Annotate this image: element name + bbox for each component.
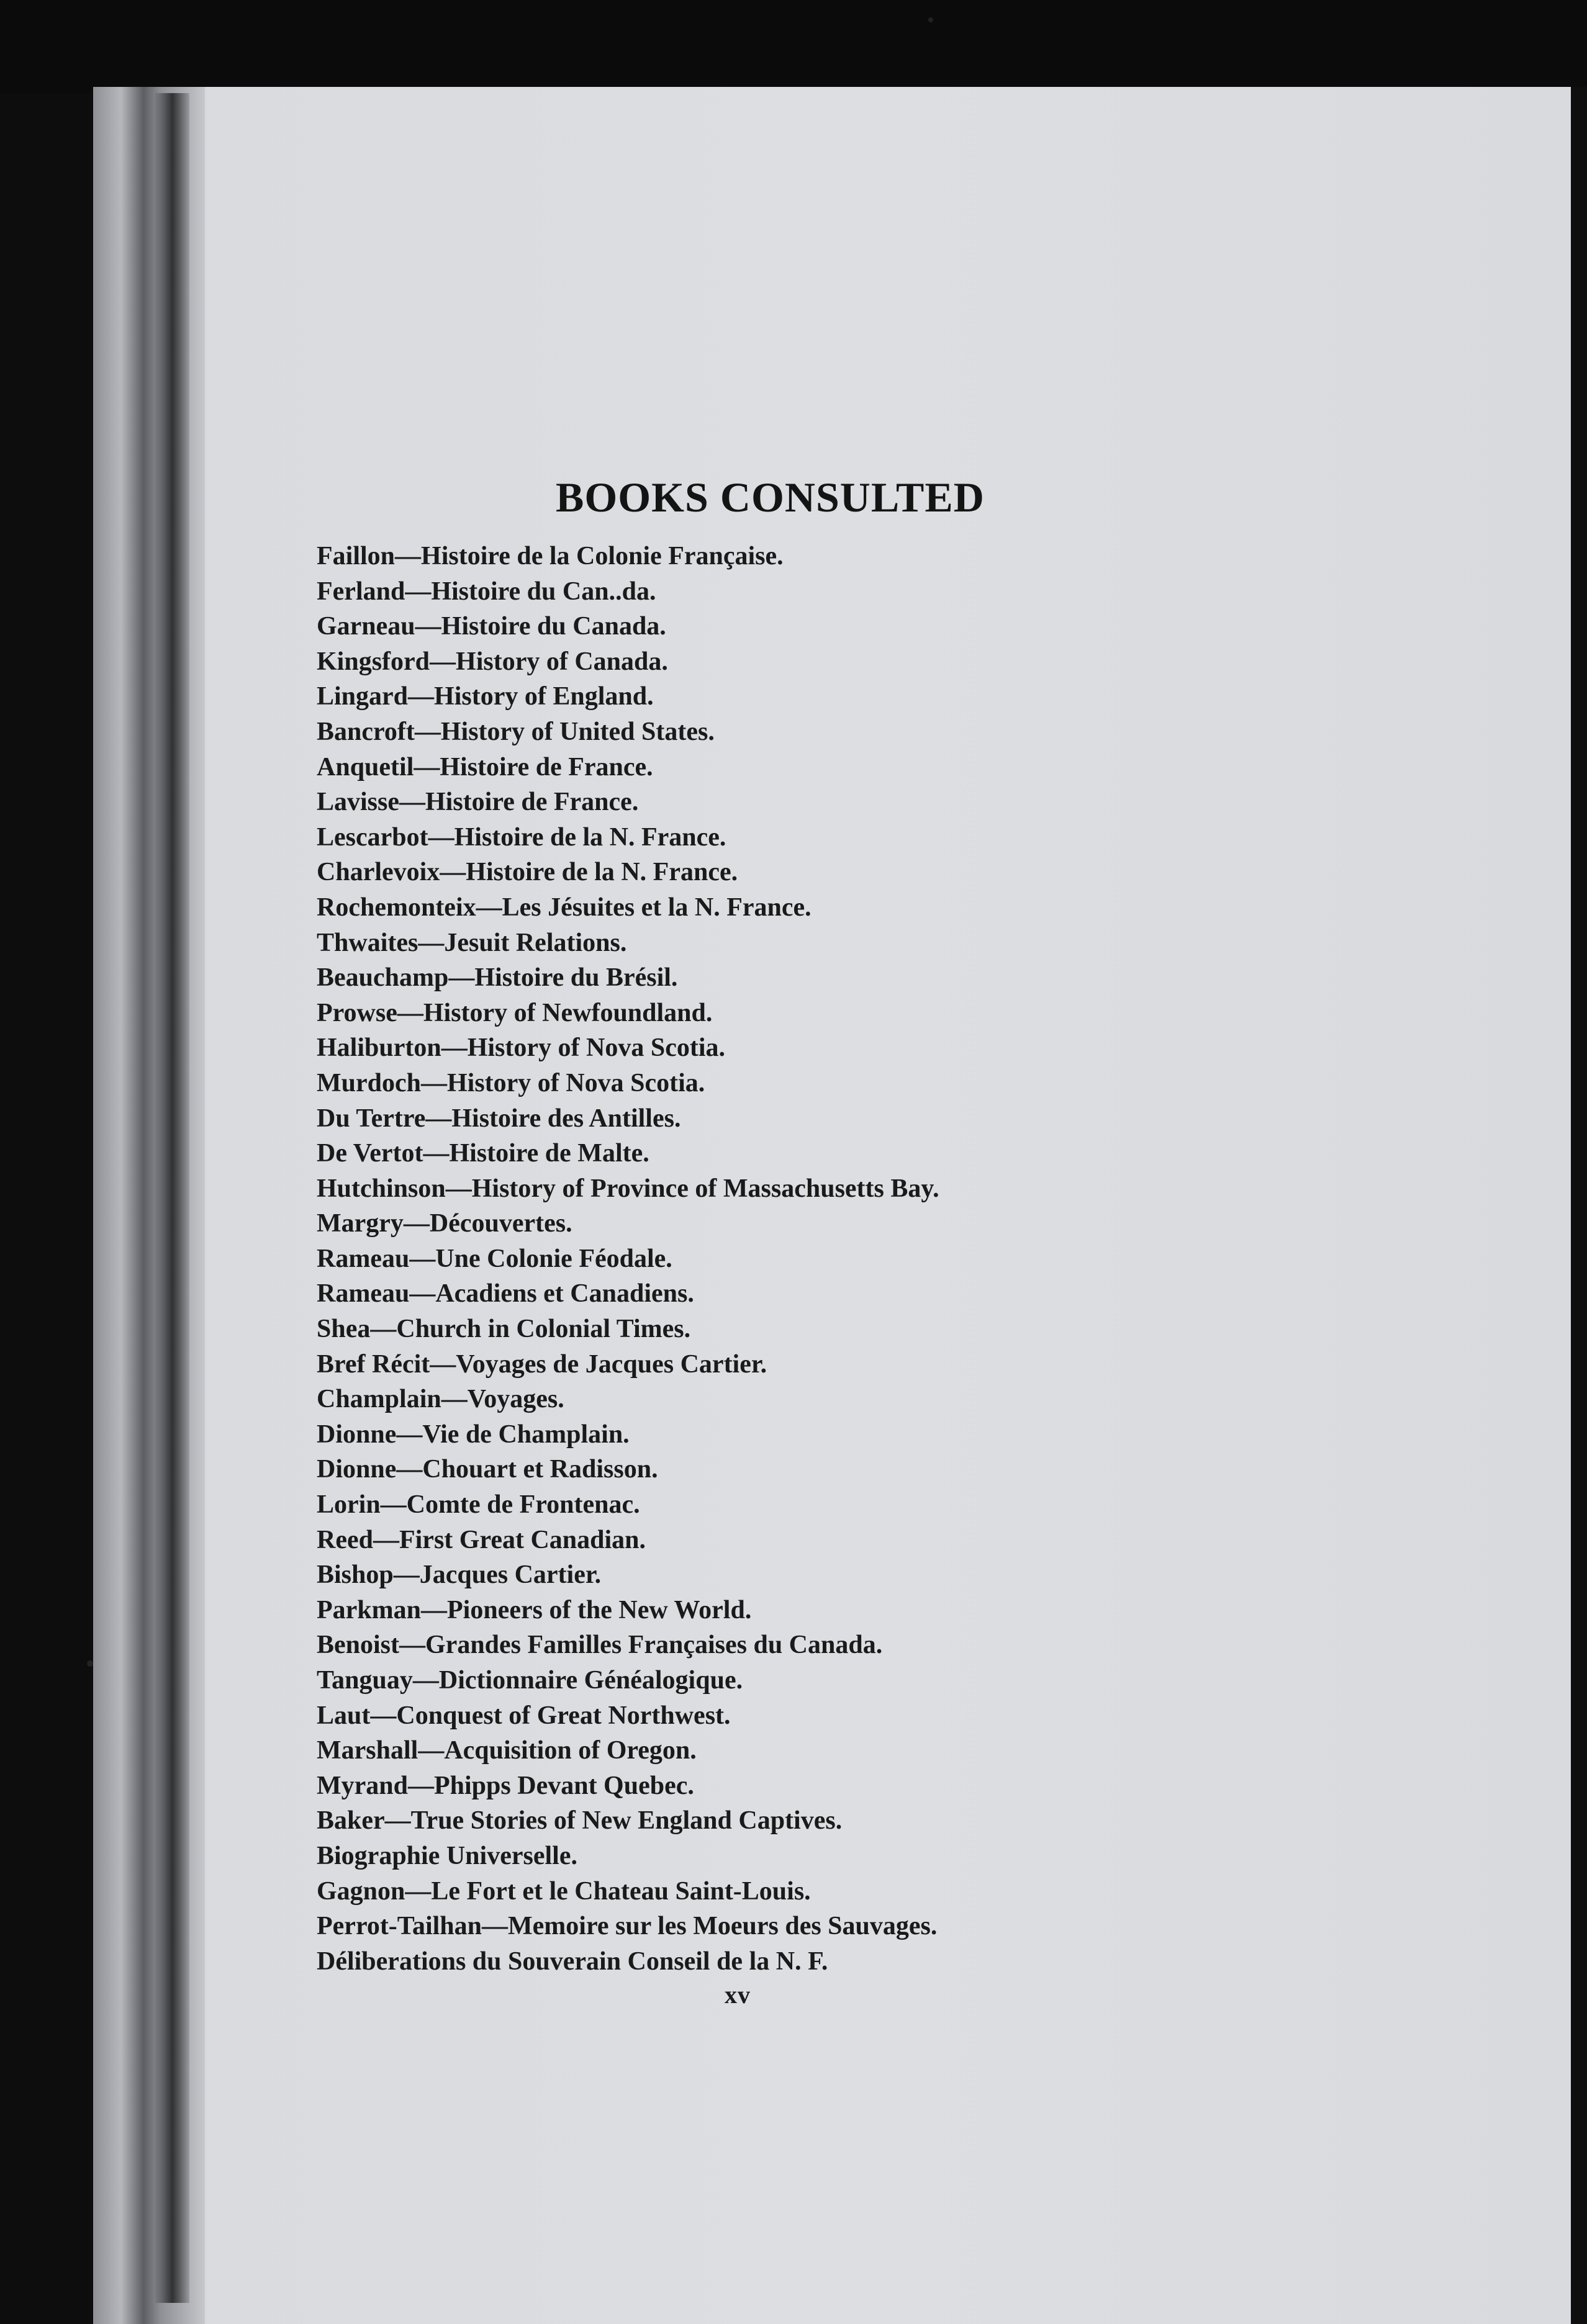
bibliography-entry: Anquetil—Histoire de France. bbox=[317, 752, 653, 781]
bibliography-entry: Lingard—History of England. bbox=[317, 682, 654, 711]
bibliography-entry: Baker—True Stories of New England Captives. bbox=[317, 1806, 843, 1835]
bibliography-entry: Biographie Universelle. bbox=[317, 1841, 577, 1870]
bibliography-entry: Myrand—Phipps Devant Quebec. bbox=[317, 1771, 694, 1800]
bibliography-entry: Charlevoix—Histoire de la N. France. bbox=[317, 858, 738, 887]
bibliography-entry: Rochemonteix—Les Jésuites et la N. France. bbox=[317, 893, 812, 922]
page-number: xv bbox=[725, 1981, 751, 2009]
bibliography-entry: Dionne—Chouart et Radisson. bbox=[317, 1455, 658, 1484]
bibliography-entry: Bishop—Jacques Cartier. bbox=[317, 1561, 602, 1590]
scan-border-top bbox=[0, 0, 1587, 93]
bibliography-entry: Parkman—Pioneers of the New World. bbox=[317, 1595, 752, 1624]
bibliography-entry: Rameau—Acadiens et Canadiens. bbox=[317, 1279, 694, 1308]
bibliography-entry: Hutchinson—History of Province of Massachusetts Bay. bbox=[317, 1174, 939, 1203]
bibliography-entry: Champlain—Voyages. bbox=[317, 1385, 564, 1414]
bibliography-entry: Benoist—Grandes Familles Françaises du Canada. bbox=[317, 1631, 883, 1660]
bibliography-entry: Déliberations du Souverain Conseil de la N. F. bbox=[317, 1947, 828, 1976]
bibliography-entry: Laut—Conquest of Great Northwest. bbox=[317, 1701, 731, 1730]
binding-spine bbox=[155, 93, 189, 2303]
bibliography-entry: Prowse—History of Newfoundland. bbox=[317, 998, 713, 1027]
bibliography-list bbox=[317, 539, 939, 1979]
bibliography-entry: De Vertot—Histoire de Malte. bbox=[317, 1139, 649, 1168]
page-title: BOOKS CONSULTED bbox=[556, 474, 985, 521]
bibliography-entry: Beauchamp—Histoire du Brésil. bbox=[317, 963, 678, 993]
bibliography-entry: Faillon—Histoire de la Colonie Française. bbox=[317, 542, 784, 570]
bibliography-entry: Bancroft—History of United States. bbox=[317, 717, 715, 746]
bibliography-entry: Margry—Découvertes. bbox=[317, 1209, 572, 1238]
bibliography-entry: Lescarbot—Histoire de la N. France. bbox=[317, 822, 726, 852]
bibliography-entry: Rameau—Une Colonie Féodale. bbox=[317, 1244, 672, 1273]
dust-speck bbox=[87, 1660, 93, 1667]
dust-speck bbox=[928, 17, 933, 22]
bibliography-entry: Reed—First Great Canadian. bbox=[317, 1525, 646, 1554]
bibliography-entry: Ferland—Histoire du Can..da. bbox=[317, 577, 656, 606]
bibliography-entry: Murdoch—History of Nova Scotia. bbox=[317, 1068, 705, 1097]
bibliography-entry: Tanguay—Dictionnaire Généalogique. bbox=[317, 1666, 743, 1695]
bibliography-entry: Marshall—Acquisition of Oregon. bbox=[317, 1736, 697, 1765]
bibliography-entry: Haliburton—History of Nova Scotia. bbox=[317, 1034, 725, 1063]
bibliography-entry: Dionne—Vie de Champlain. bbox=[317, 1420, 630, 1449]
bibliography-entry: Garneau—Histoire du Canada. bbox=[317, 612, 666, 641]
bibliography-entry: Gagnon—Le Fort et le Chateau Saint-Louis. bbox=[317, 1876, 811, 1906]
bibliography-entry: Shea—Church in Colonial Times. bbox=[317, 1315, 691, 1344]
bibliography-entry: Lavisse—Histoire de France. bbox=[317, 788, 639, 817]
bibliography-entry: Du Tertre—Histoire des Antilles. bbox=[317, 1104, 681, 1133]
bibliography-entry: Thwaites—Jesuit Relations. bbox=[317, 928, 627, 957]
bibliography-entry: Bref Récit—Voyages de Jacques Cartier. bbox=[317, 1349, 767, 1379]
scan-border-right bbox=[1571, 87, 1587, 2324]
bibliography-entry: Kingsford—History of Canada. bbox=[317, 647, 668, 676]
bibliography-entry: Perrot-Tailhan—Memoire sur les Moeurs des Sauvages. bbox=[317, 1912, 938, 1941]
bibliography-entry: Lorin—Comte de Frontenac. bbox=[317, 1490, 640, 1520]
